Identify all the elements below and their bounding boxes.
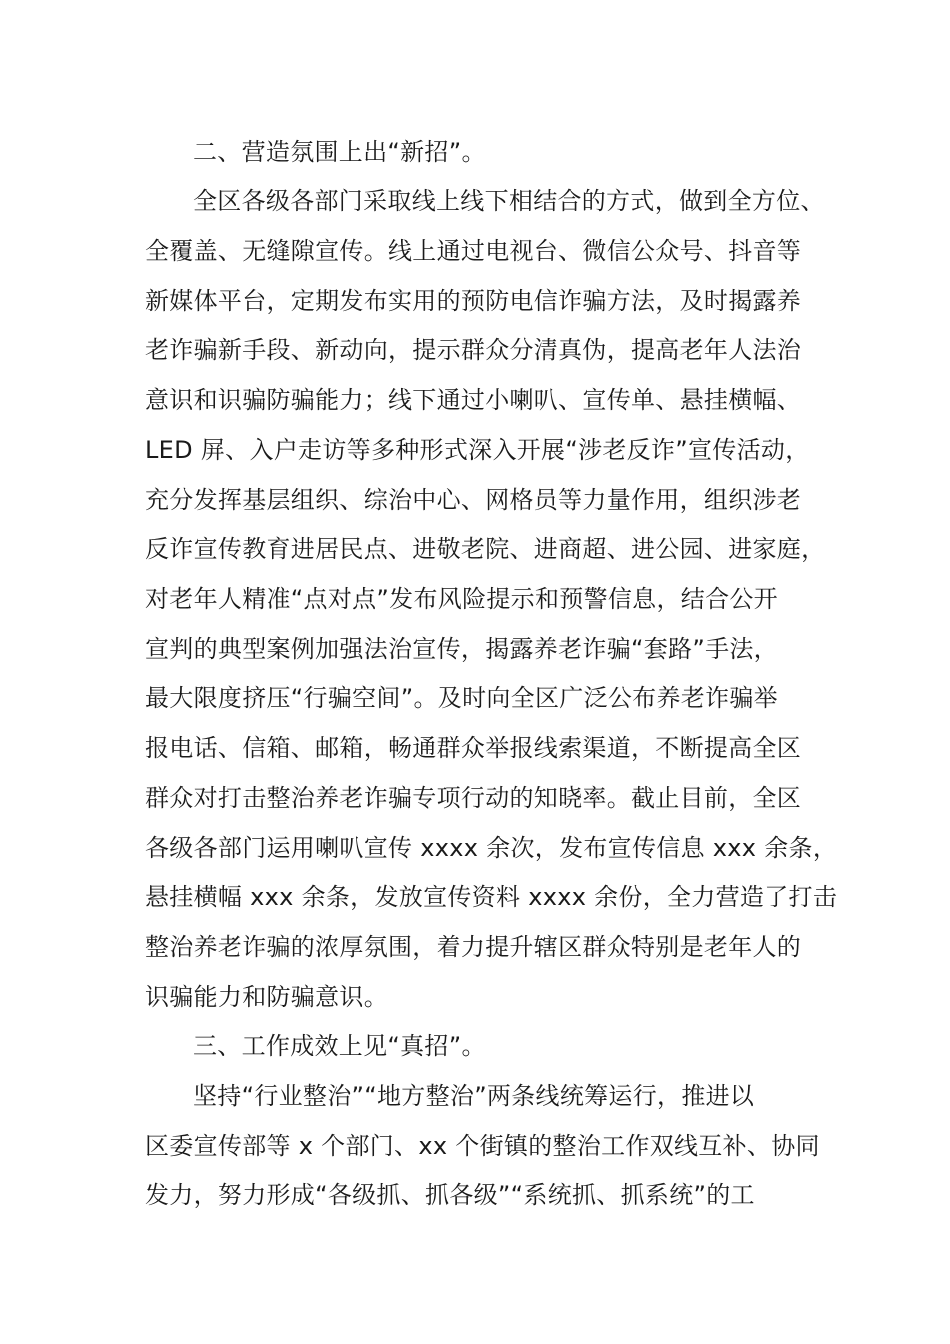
paragraph-line: 悬挂横幅 xxx 余条，发放宣传资料 xxxx 余份，全力营造了打击 [145,883,838,911]
paragraph-line: 报电话、信箱、邮箱，畅通群众举报线索渠道，不断提高全区 [145,734,802,762]
paragraph-line: 各级各部门运用喇叭宣传 xxxx 余次，发布宣传信息 xxx 余条， [145,834,838,862]
paragraph-line: 整治养老诈骗的浓厚氛围，着力提升辖区群众特别是老年人的 [145,933,802,961]
paragraph-line: 意识和识骗防骗能力；线下通过小喇叭、宣传单、悬挂横幅、 [145,386,802,414]
paragraph-line: LED 屏、入户走访等多种形式深入开展“涉老反诈”宣传活动， [145,436,810,464]
paragraph-line: 坚持“行业整治”“地方整治”两条线统筹运行，推进以 [193,1082,755,1110]
paragraph-line: 对老年人精准“点对点”发布风险提示和预警信息，结合公开 [145,585,778,613]
section3-heading: 三、工作成效上见“真招”。 [193,1032,486,1060]
paragraph-line: 老诈骗新手段、新动向，提示群众分清真伪，提高老年人法治 [145,336,802,364]
section2-heading: 二、营造氛围上出“新招”。 [193,138,486,166]
paragraph-line: 充分发挥基层组织、综治中心、网格员等力量作用，组织涉老 [145,486,802,514]
paragraph-line: 识骗能力和防骗意识。 [145,983,388,1011]
paragraph-line: 最大限度挤压“行骗空间”。及时向全区广泛公布养老诈骗举 [145,684,778,712]
paragraph-line: 群众对打击整治养老诈骗专项行动的知晓率。截止目前，全区 [145,784,802,812]
paragraph-line: 反诈宣传教育进居民点、进敬老院、进商超、进公园、进家庭， [145,535,826,563]
paragraph-line: 全区各级各部门采取线上线下相结合的方式，做到全方位、 [193,187,825,215]
paragraph-line: 发力，努力形成“各级抓、抓各级”“系统抓、抓系统”的工 [145,1181,755,1209]
paragraph-line: 宣判的典型案例加强法治宣传，揭露养老诈骗“套路”手法， [145,635,778,663]
paragraph-line: 全覆盖、无缝隙宣传。线上通过电视台、微信公众号、抖音等 [145,237,802,265]
paragraph-line: 新媒体平台，定期发布实用的预防电信诈骗方法，及时揭露养 [145,287,802,315]
paragraph-line: 区委宣传部等 x 个部门、xx 个街镇的整治工作双线互补、协同 [145,1132,820,1160]
